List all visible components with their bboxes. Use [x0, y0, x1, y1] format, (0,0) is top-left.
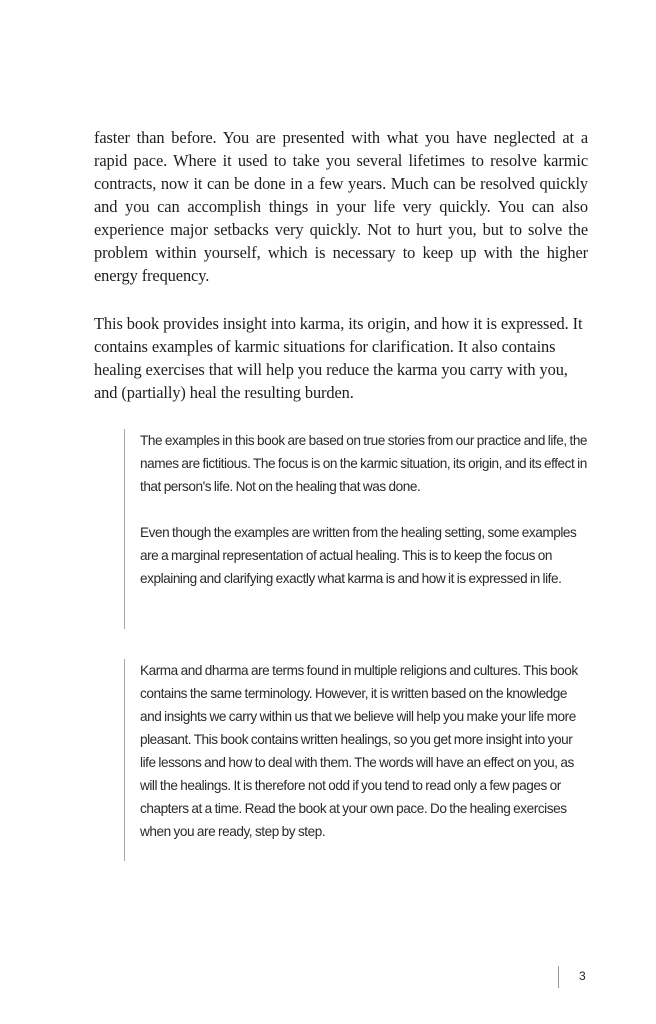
- body-paragraph: faster than before. You are presented with what you have neglected at a rapid pace. Where it used to take you several lifetimes to resolve karmic contracts, now it can be done in a few years. Much can be resolved quickly and you can accomplish things in your life very quickly. You can also experience major setbacks very quickly. Not to hurt you, but to solve the problem within yourself, which is necessary to keep up with the higher energy frequency.: [94, 128, 588, 285]
- note-paragraph: The examples in this book are based on true stories from our practice and life, the names are fictitious. The focus is on the karmic situation, its origin, and its effect in that person's life. Not on the healing that was done.: [140, 433, 588, 494]
- note-block: [124, 429, 590, 629]
- note-paragraph: Karma and dharma are terms found in multiple religions and cultures. This book contains the same terminology. However, it is written based on the knowledge and insights we carry within us that we believe will help you make your life more pleasant. This book contains written healings, so you get more insight into your life lessons and how to deal with them. The words will have an effect on you, as will the healings. It is therefore not odd if you tend to read only a few pages or chapters at a time. Read the book at your own pace. Do the healing exercises when you are ready, step by step.: [140, 663, 578, 839]
- footer-divider: [558, 966, 559, 988]
- body-paragraph: This book provides insight into karma, its origin, and how it is expressed. It contains examples of karmic situations for clarification. It also contains healing exercises that will help you reduce the karma you carry with you, and (partially) heal the resulting burden.: [94, 314, 583, 402]
- page-number: 3: [579, 969, 586, 983]
- note-block: [124, 659, 590, 861]
- note-paragraph: Even though the examples are written from the healing setting, some examples are a marginal representation of actual healing. This is to keep the focus on explaining and clarifying exactly what karma is and how it is expressed in life.: [140, 525, 577, 586]
